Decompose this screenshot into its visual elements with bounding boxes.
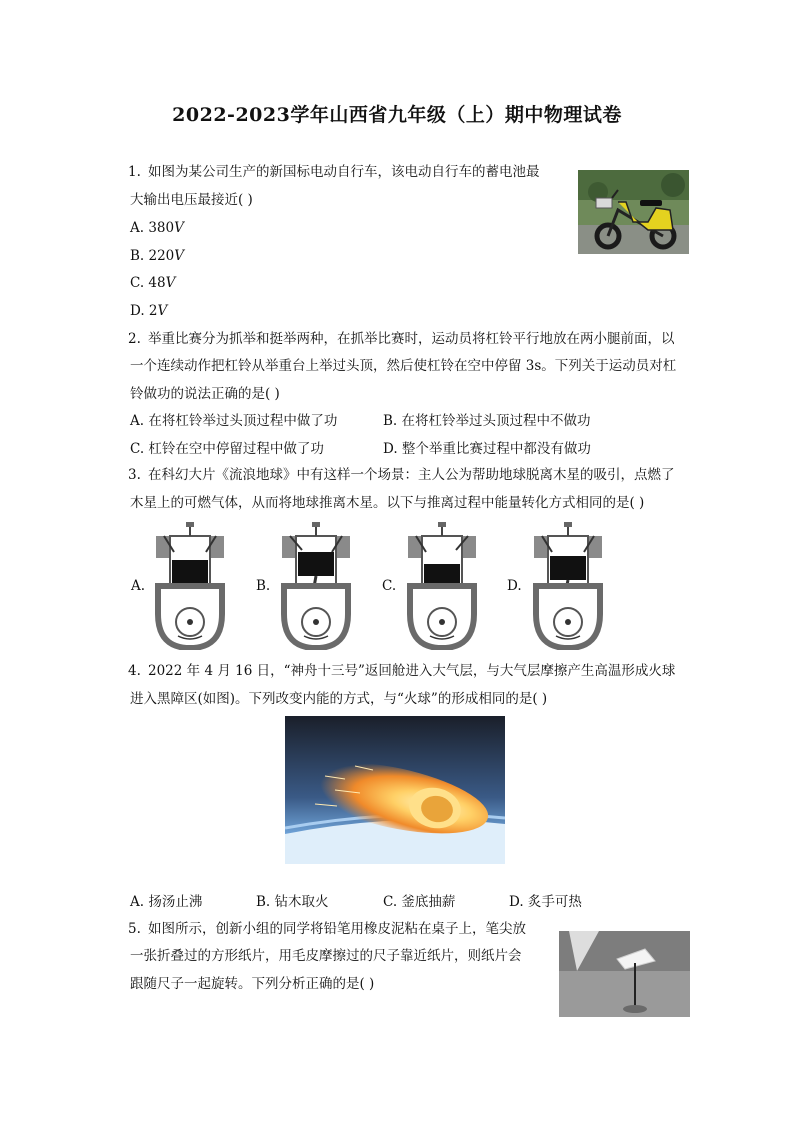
option-d: D. 整个举重比赛过程中都没有做功	[383, 441, 591, 457]
option-b: B.	[256, 578, 271, 594]
question-text-line: 2022 年 4 月 16 日，“神舟十三号”返回舱进入大气层，与大气层摩擦产生高温形成火球	[148, 663, 676, 679]
engine-diagram-b	[276, 522, 356, 650]
option-a: A. 在将杠铃举过头顶过程中做了功	[130, 413, 338, 429]
engine-diagram-c	[402, 522, 482, 650]
option-c: C. 釜底抽薪	[383, 894, 456, 910]
option-c: C. 杠铃在空中停留过程中做了功	[130, 441, 324, 457]
pencil-paper-photo	[559, 931, 690, 1017]
question-text-line: 一张折叠过的方形纸片，用毛皮摩擦过的尺子靠近纸片，则纸片会	[130, 948, 522, 964]
engine-diagram-a	[150, 522, 230, 650]
question-text-line: 铃做功的说法正确的是( )	[130, 386, 280, 402]
option-b: B. 在将杠铃举过头顶过程中不做功	[383, 413, 591, 429]
option-d: D.	[507, 578, 522, 594]
question-text-line: 大输出电压最接近( )	[130, 192, 253, 208]
question-text-line: 如图为某公司生产的新国标电动自行车，该电动自行车的蓄电池最	[148, 164, 540, 180]
option-c: C.	[382, 578, 397, 594]
page-title: 2022-2023学年山西省九年级（上）期中物理试卷	[172, 104, 622, 126]
option-a: A. 扬汤止沸	[130, 894, 203, 910]
question-number: 2.	[128, 331, 141, 347]
option-c: C. 48𝑉	[130, 275, 176, 291]
electric-bike-photo	[578, 170, 689, 254]
question-number: 4.	[128, 663, 141, 679]
reentry-fireball-photo	[285, 716, 505, 864]
question-text-line: 一个连续动作把杠铃从举重台上举过头顶，然后使杠铃在空中停留 3s。下列关于运动员对杠	[130, 358, 677, 374]
question-text-line: 跟随尺子一起旋转。下列分析正确的是( )	[130, 976, 375, 992]
option-a: A.	[131, 578, 146, 594]
option-d: D. 炙手可热	[509, 894, 582, 910]
question-number: 3.	[128, 467, 141, 483]
option-d: D. 2𝑉	[130, 303, 168, 319]
question-text-line: 举重比赛分为抓举和挺举两种，在抓举比赛时，运动员将杠铃平行地放在两小腿前面，以	[148, 331, 675, 347]
engine-diagram-d	[528, 522, 608, 650]
option-a: A. 380𝑉	[130, 220, 184, 236]
question-number: 5.	[128, 921, 141, 937]
question-text-line: 在科幻大片《流浪地球》中有这样一个场景：主人公为帮助地球脱离木星的吸引，点燃了	[148, 467, 675, 483]
question-text-line: 如图所示，创新小组的同学将铅笔用橡皮泥粘在桌子上，笔尖放	[148, 921, 526, 937]
option-b: B. 钻木取火	[256, 894, 329, 910]
question-text-line: 木星上的可燃气体，从而将地球推离木星。以下与推离过程中能量转化方式相同的是( )	[130, 495, 645, 511]
option-b: B. 220𝑉	[130, 248, 185, 264]
question-text-line: 进入黑障区(如图)。下列改变内能的方式，与“火球”的形成相同的是( )	[130, 691, 548, 707]
question-number: 1.	[128, 164, 141, 180]
